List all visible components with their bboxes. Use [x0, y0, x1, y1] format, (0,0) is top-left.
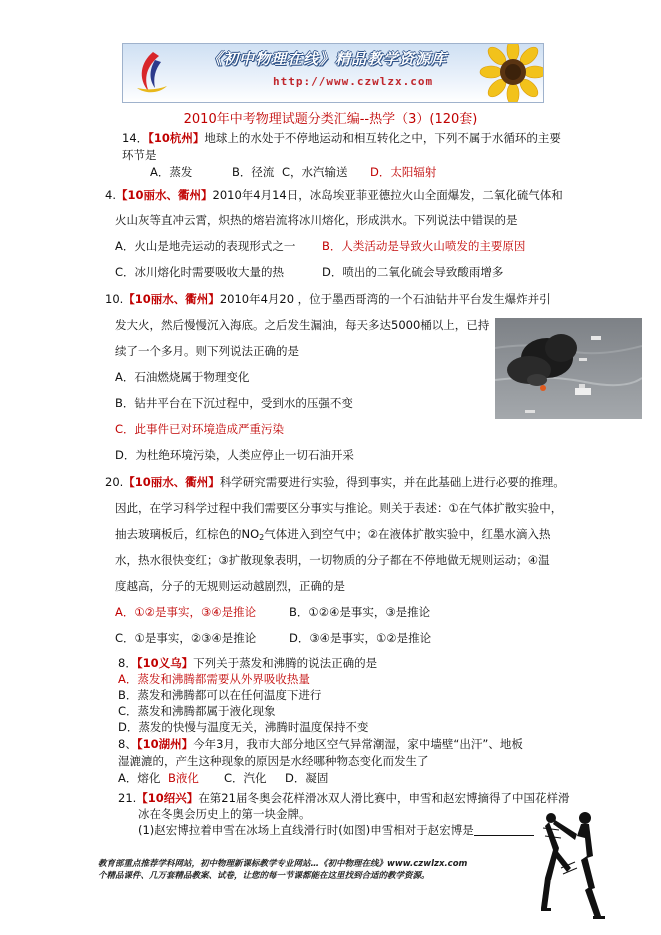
question-8a-line-1: [118, 655, 377, 671]
q14-option-c: C，水汽输送: [282, 165, 348, 179]
question-text: 今年3月，我市大部分地区空气异常潮湿，家中墙壁“出汗”、地板: [193, 737, 523, 751]
source-tag: 【10丽水、衢州】: [123, 475, 220, 489]
question-number: 10.: [105, 292, 124, 306]
subscript: 2: [259, 533, 265, 542]
question-text: 下列关于蒸发和沸腾的说法正确的是: [193, 656, 378, 670]
q20-option-b: B．①②④是事实，③是推论: [289, 605, 431, 619]
question-4-line-1: [105, 187, 563, 203]
source-tag: 【10丽水、衢州】: [115, 188, 213, 202]
q10-option-b: B．钻井平台在下沉过程中，受到水的压强不变: [115, 396, 353, 410]
oil-platform-photo: [495, 318, 642, 419]
q14-option-b: B．径流: [232, 165, 275, 179]
header-banner: [122, 43, 544, 103]
question-text: 2010年4月14日，冰岛埃亚菲亚德拉火山全面爆发，二氧化硫气体和: [212, 188, 563, 202]
question-20-line-4: 水，热水很快变红；③扩散现象表明，一切物质的分子都在不停地做无规则运动；④温: [115, 553, 550, 567]
answer-blank: [474, 825, 534, 836]
q8b-option-a: A．熔化: [118, 771, 161, 785]
question-text: 气体进入到空气中；②在液体扩散实验中，红墨水滴入热: [264, 527, 551, 541]
question-21-line-3: [138, 822, 534, 838]
question-4-line-2: 火山灰等直冲云霄，炽热的熔岩流将冰川熔化，形成洪水。下列说法中错误的是: [115, 213, 518, 227]
banner-url: http://www.czwlzx.com: [273, 75, 434, 88]
question-number: 4.: [105, 188, 116, 202]
q20-option-a: A．①②是事实，③④是推论: [115, 605, 257, 619]
question-20-line-3: [115, 526, 551, 546]
site-logo: [131, 48, 171, 96]
sunflower-image: [479, 43, 544, 103]
question-10-line-2: 发大火，然后慢慢沉入海底。之后发生漏油，每天多达5000桶以上，已持: [115, 318, 490, 332]
question-21-line-2: 冰在冬奥会历史上的第一块金牌。: [138, 807, 311, 821]
q8b-option-d: D．凝固: [285, 771, 329, 785]
q8a-option-a: A．蒸发和沸腾都需要从外界吸收热量: [118, 672, 310, 686]
question-number: 14．: [122, 131, 149, 145]
question-text: 抽去玻璃板后，红棕色的NO: [115, 527, 260, 541]
page-footer: [98, 858, 467, 882]
figure-skaters-illustration: [541, 808, 609, 922]
footer-line-1: 教育部重点推荐学科网站，初中物理新课标教学专业网站…《初中物理在线》www.czwlzx.com: [98, 859, 468, 869]
question-number: 8．: [118, 656, 137, 670]
source-tag: 【10杭州】: [148, 131, 205, 145]
q20-option-c: C．①是事实，②③④是推论: [115, 631, 257, 645]
question-20-line-1: [105, 474, 565, 490]
question-text: 地球上的水处于不停地运动和相互转化之中，下列不属于水循环的主要: [204, 131, 561, 145]
q8b-option-b: B液化: [168, 771, 199, 785]
q4-option-a: A．火山是地壳运动的表现形式之一: [115, 239, 296, 253]
q14-option-d: D．太阳辐射: [370, 165, 437, 179]
q4-option-d: D．喷出的二氧化硫会导致酸雨增多: [322, 265, 504, 279]
q14-option-a: A．蒸发: [150, 165, 193, 179]
source-tag: 【10丽水、衢州】: [123, 292, 220, 306]
question-text: (1)赵宏博拉着申雪在冰场上直线滑行时(如图)申雪相对于赵宏博是: [138, 823, 474, 837]
question-number: 8、: [118, 737, 137, 751]
source-tag: 【10湖州】: [136, 737, 194, 751]
question-number: 21.: [118, 791, 137, 805]
question-20-line-5: 度越高，分子的无规则运动越剧烈，正确的是: [115, 579, 345, 593]
question-text: 科学研究需要进行实验，得到事实，并在此基础上进行必要的推理。: [219, 475, 565, 489]
source-tag: 【10绍兴】: [136, 791, 199, 805]
q4-option-c: C．冰川熔化时需要吸收大量的热: [115, 265, 285, 279]
source-tag: 【10义乌】: [136, 656, 194, 670]
question-text: 2010年4月20 ，位于墨西哥湾的一个石油钻井平台发生爆炸并引: [219, 292, 551, 306]
q4-option-b: B．人类活动是导致火山喷发的主要原因: [322, 239, 526, 253]
question-text: 在第21届冬奥会花样滑冰双人滑比赛中，申雪和赵宏博摘得了中国花样滑: [198, 791, 570, 805]
question-21-line-1: [118, 790, 569, 806]
question-8b-line-2: 湿漉漉的，产生这种现象的原因是水经哪种物态变化而发生了: [118, 754, 429, 768]
question-8b-line-1: [118, 736, 523, 752]
q10-option-a: A．石油燃烧属于物理变化: [115, 370, 250, 384]
q8b-option-c: C．汽化: [224, 771, 267, 785]
q8a-option-c: C．蒸发和沸腾都属于液化现象: [118, 704, 276, 718]
footer-line-2: 个精品课件、几万套精品教案、试卷，让您的每一节课都能在这里找到合适的教学资源。: [98, 871, 430, 881]
banner-title: 《初中物理在线》精品教学资源库: [207, 50, 448, 68]
q20-option-d: D．③④是事实，①②是推论: [289, 631, 432, 645]
q10-option-c: C．此事件已对环境造成严重污染: [115, 422, 285, 436]
question-20-line-2: 因此，在学习科学过程中我们需要区分事实与推论。则关于表述：①在气体扩散实验中，: [115, 501, 563, 515]
q8a-option-b: B．蒸发和沸腾都可以在任何温度下进行: [118, 688, 322, 702]
q10-option-d: D．为杜绝环境污染，人类应停止一切石油开采: [115, 448, 354, 462]
question-14-line-1: [122, 130, 561, 146]
question-14-line-2: 环节是: [122, 148, 157, 162]
question-number: 20.: [105, 475, 124, 489]
question-10-line-1: [105, 291, 551, 307]
question-10-line-3: 续了一个多月。则下列说法正确的是: [115, 344, 299, 358]
q8a-option-d: D．蒸发的快慢与温度无关，沸腾时温度保持不变: [118, 720, 369, 734]
document-title: 2010年中考物理试题分类汇编--热学（3）(120套): [183, 112, 478, 127]
